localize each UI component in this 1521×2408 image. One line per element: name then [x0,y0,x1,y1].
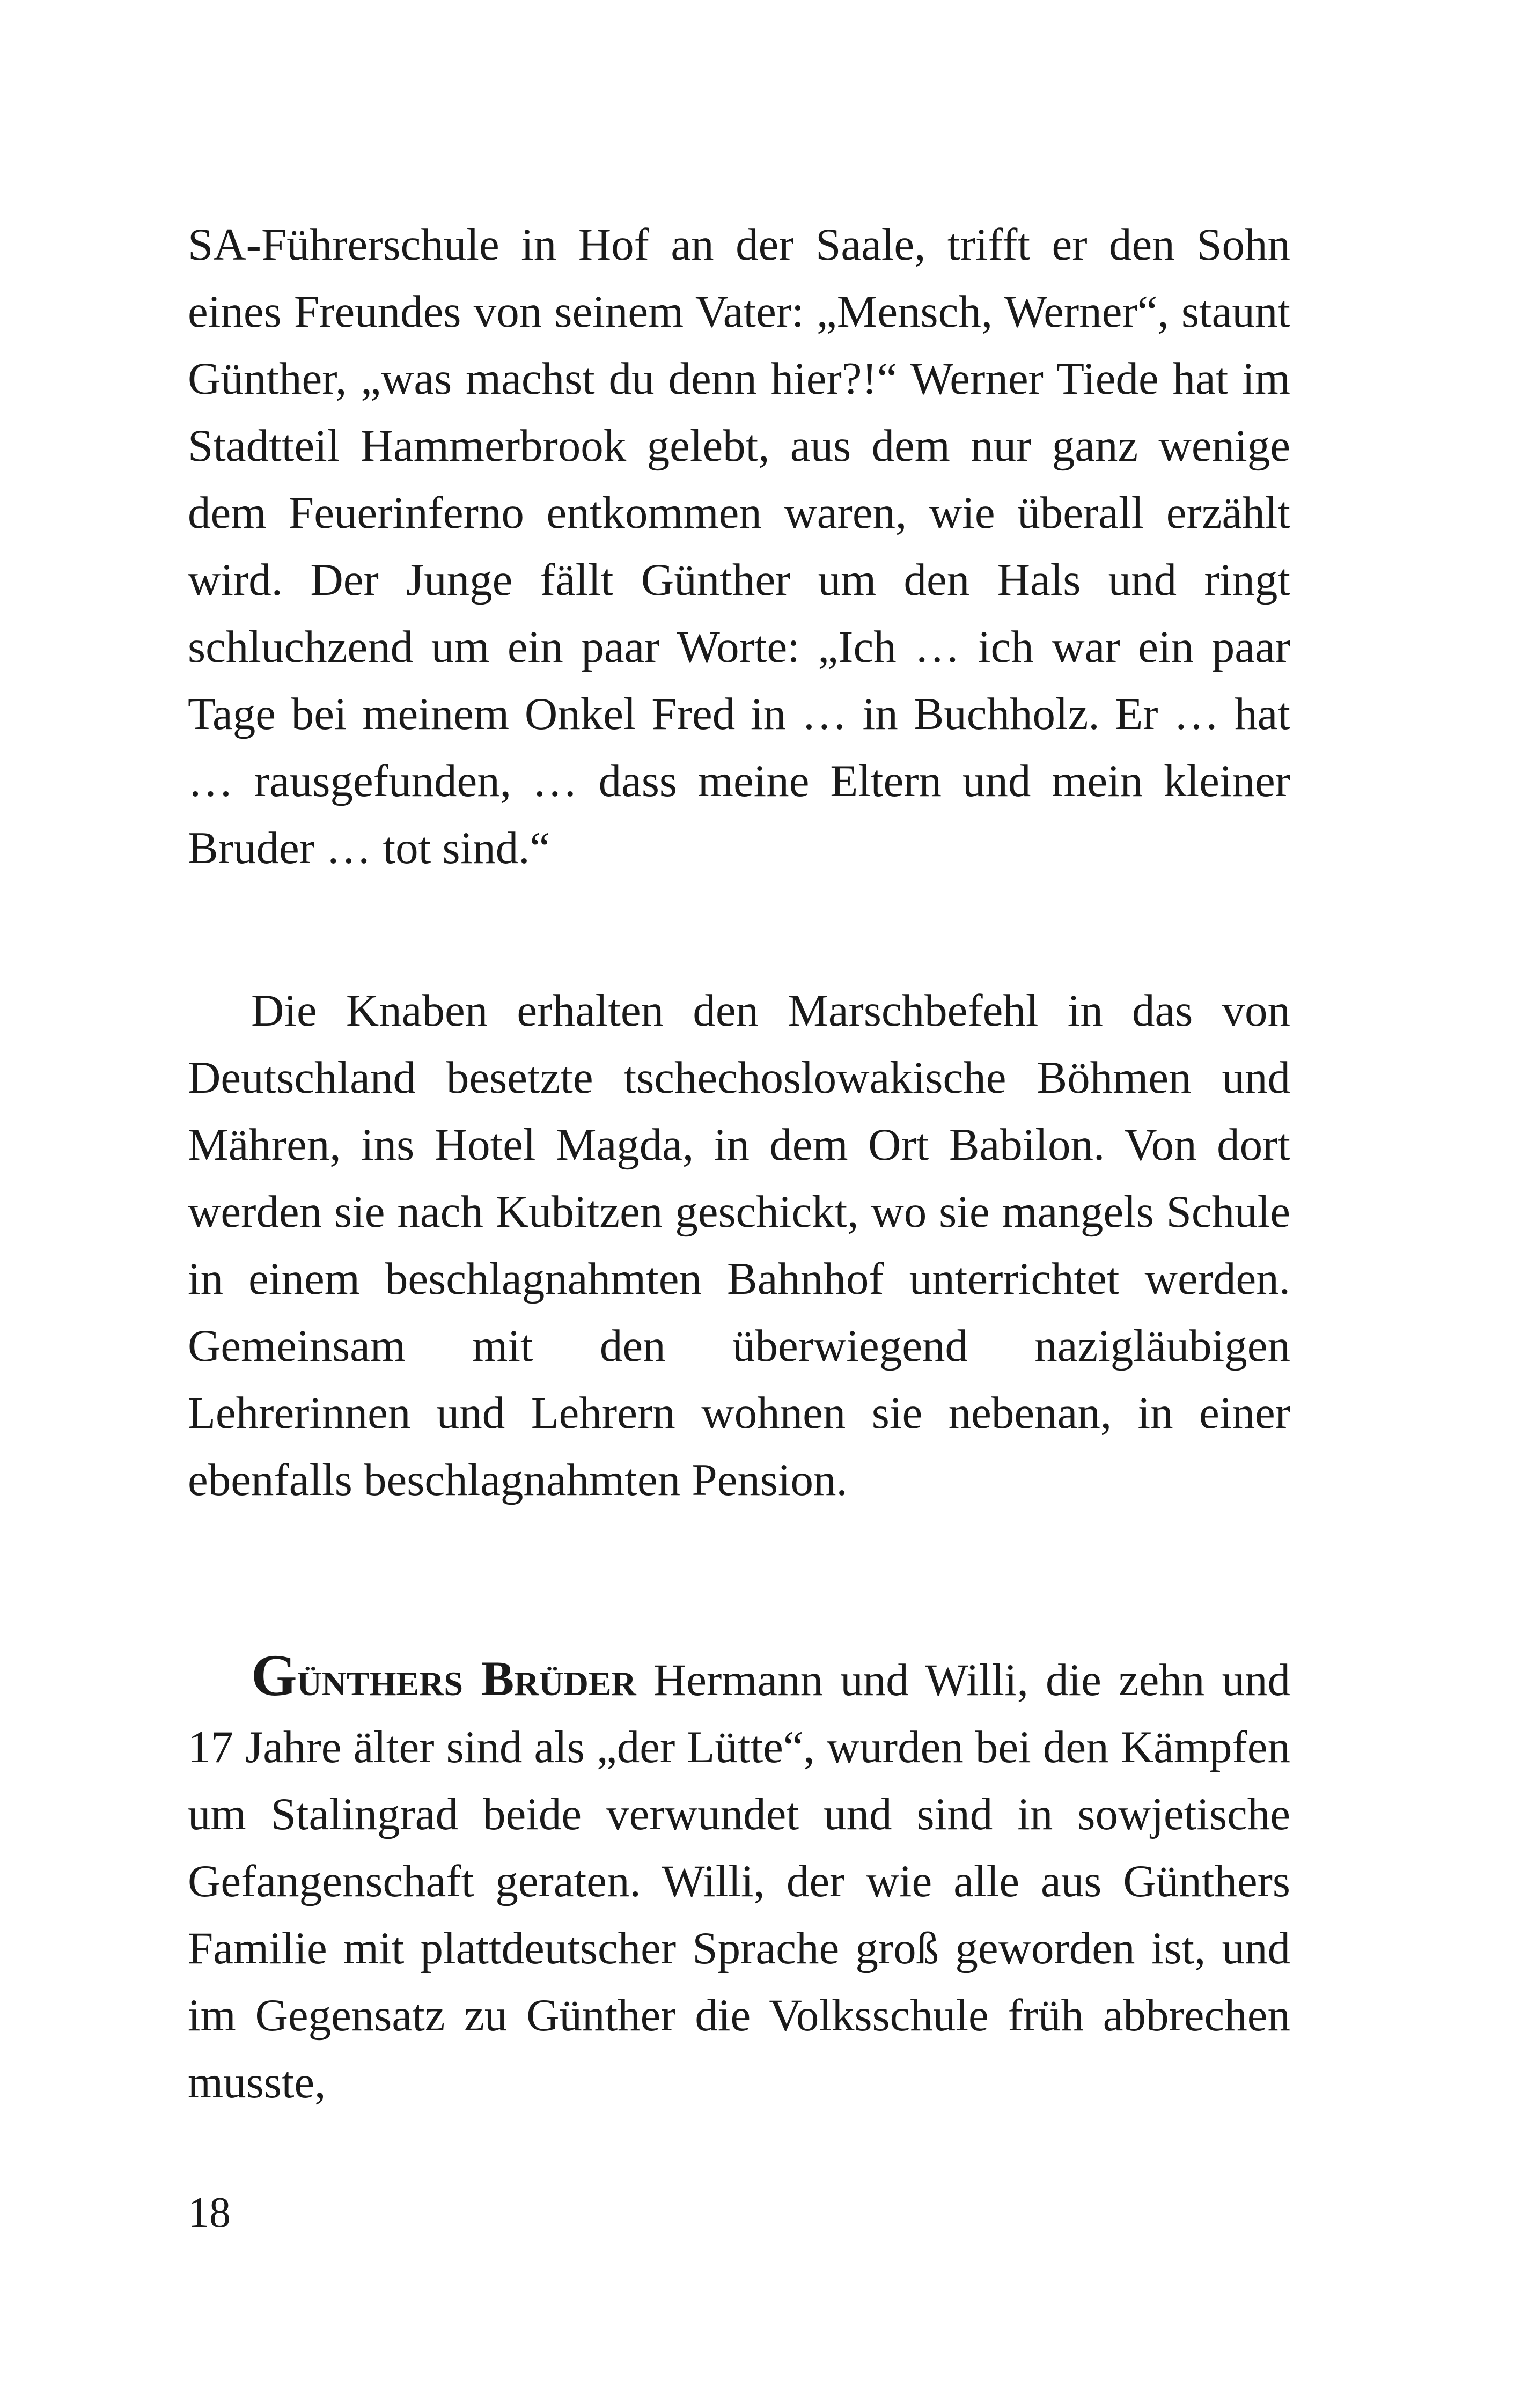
lead-heading: ünthers Brüder [297,1651,636,1706]
page-number: 18 [188,2189,231,2236]
section-paragraph [188,1642,1290,2116]
section-body-text: Hermann und Willi, die zehn und 17 Jahre älter sind als „der Lütte“, wurden bei den Kämpfen um Stalingrad beide verwundet und sind in sowjetische Gefangenschaft geraten. Willi, der wie alle aus Günthers Familie mit plattdeutscher Sprache groß geworden ist, und im Gegensatz zu Günther die Volksschule früh abbrechen musste, [188,1655,1290,2108]
paragraph-text: Die Knaben erhalten den Marschbefehl in das von Deutschland besetzte tschechoslowakische Böhmen und Mähren, ins Hotel Magda, in dem Ort Babilon. Von dort werden sie nach Kubitzen geschickt, wo sie mangels Schule in einem beschlagnahmten Bahnhof unterrichtet werden. Gemeinsam mit den überwiegend nazigläubigen Lehrerinnen und Lehrern wohnen sie nebenan, in einer ebenfalls beschlagnahmten Pension. [188,985,1290,1505]
paragraph-continued [188,211,1290,882]
paragraph-text: SA-Führerschule in Hof an der Saale, trifft er den Sohn eines Freundes von seinem Vater: „Mensch, Werner“, staunt Günther, „was machst du denn hier?!“ Werner Tiede hat im Stadtteil Hammerbrook gelebt, aus dem nur ganz wenige dem Feuerinferno entkommen waren, wie überall erzählt wird. Der Junge fällt Günther um den Hals und ringt schluchzend um ein paar Worte: „Ich … ich war ein paar Tage bei meinem Onkel Fred in … in Buchholz. Er … hat … rausgefunden, … dass meine Eltern und mein kleiner Bruder … tot sind.“ [188,219,1290,873]
lead-initial: G [251,1643,297,1708]
section-text [188,1642,1290,2116]
paragraph [188,977,1290,1514]
